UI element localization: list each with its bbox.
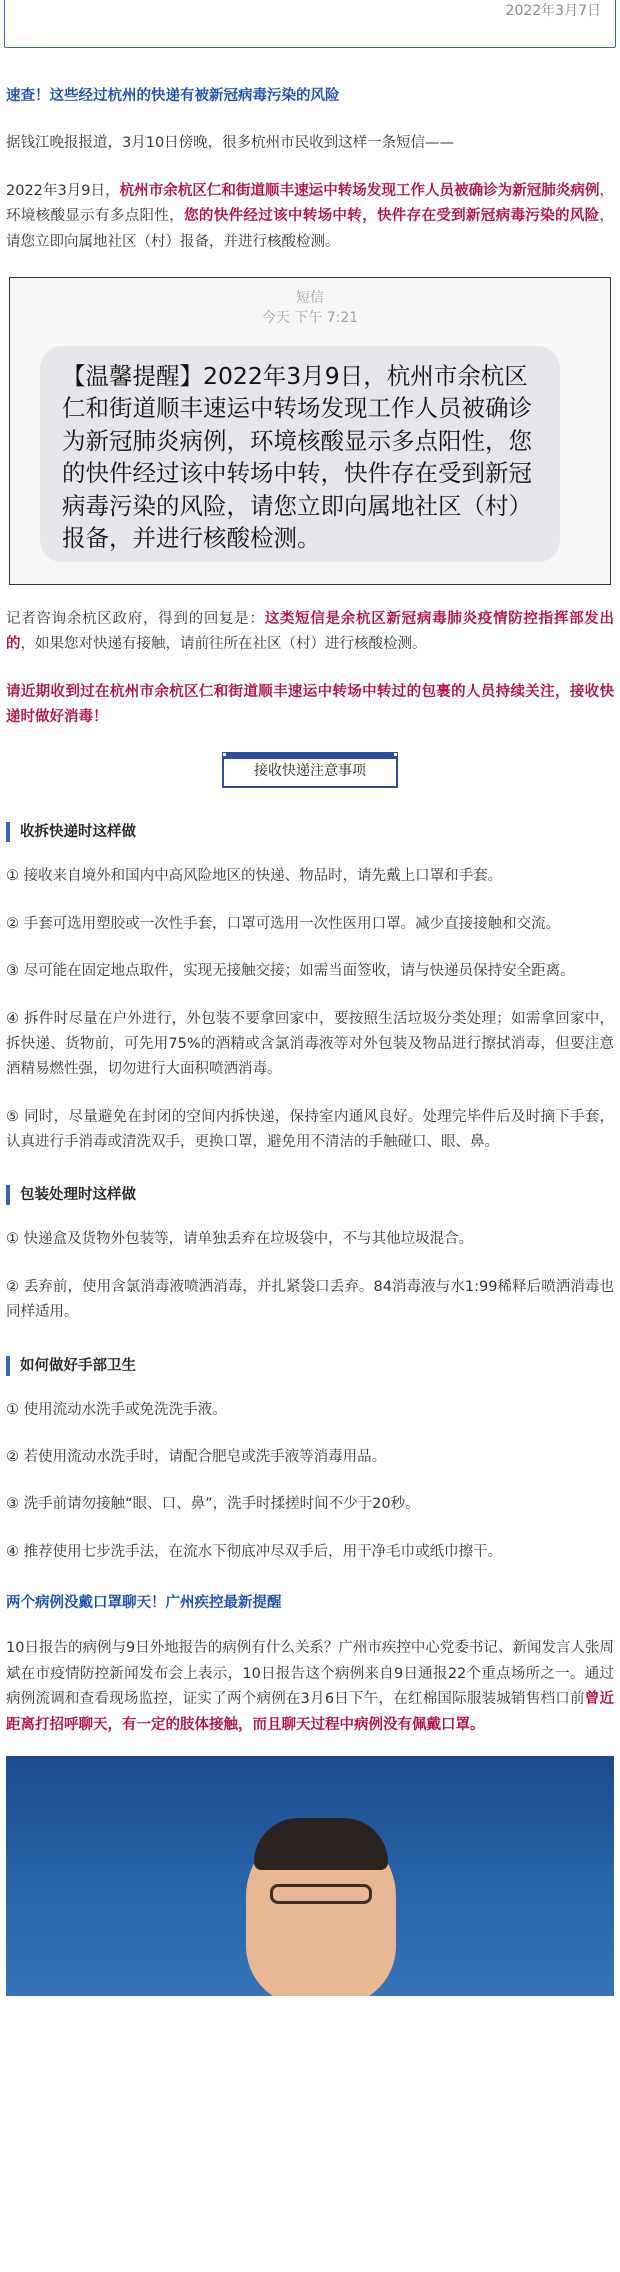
unpacking-item-3: ③ 尽可能在固定地点取件，实现无接触交接；如需当面签收，请与快递员保持安全距离。 <box>6 963 575 980</box>
previous-section-box <box>4 0 616 48</box>
sms-screenshot <box>9 277 611 585</box>
p1-text-e: ，请您立即向属地社区（村）报备，并进行核酸检测。 <box>6 208 615 250</box>
unpacking-item-1: ① 接收来自境外和国内中高风险地区的快递、物品时，请先戴上口罩和手套。 <box>6 868 503 885</box>
p2-text-a: 记者咨询余杭区政府，得到的回复是： <box>6 610 265 627</box>
sms-time: 今天 下午 7:21 <box>261 309 359 326</box>
sms-header <box>10 278 610 328</box>
paragraph-3-highlight: 请近期收到过在杭州市余杭区仁和街道顺丰速运中转场中转过的包裹的人员持续关注，接收快递时做好消毒！ <box>6 683 614 725</box>
unpacking-item-5: ⑤ 同时，尽量避免在封闭的空间内拆快递，保持室内通风良好。处理完毕件后及时摘下手套，认真进行手消毒或清洗双手，更换口罩，避免用不清洁的手触碰口、眼、鼻。 <box>6 1108 614 1150</box>
unpacking-item-2: ② 手套可选用塑胶或一次性手套，口罩可选用一次性医用口罩。减少直接接触和交流。 <box>6 915 561 932</box>
hygiene-item-1: ① 使用流动水洗手或免洗洗手液。 <box>6 1401 227 1418</box>
sms-sender: 短信 <box>296 289 324 306</box>
p1-highlight-d: 您的快件经过该中转场中转，快件存在受到新冠病毒污染的风险 <box>184 208 600 225</box>
packaging-item-2: ② 丢弃前，使用含氯消毒液喷洒消毒，并扎紧袋口丢弃。84消毒液与水1:99稀释后喷洒消毒也同样适用。 <box>6 1278 614 1321</box>
delivery-notice-button-label: 接收快递注意事项 <box>254 763 366 780</box>
p4-highlight-b: 曾近距离打招呼聊天，有一定的肢体接触，而且聊天过程中病例没有佩戴口罩。 <box>6 1691 614 1733</box>
unpacking-item-4: ④ 拆件时尽量在户外进行，外包装不要拿回家中，要按照生活垃圾分类处理；如需拿回家中，拆快递、货物前，可先用75%的酒精或含氯消毒液等对外包装及物品进行擦拭消毒，但要注意酒精易燃性强，切勿进行大面积喷洒消毒。 <box>6 1010 614 1078</box>
section-heading-packaging: 包装处理时这样做 <box>6 1185 614 1205</box>
intro-paragraph: 据钱江晚报报道，3月10日傍晚，很多杭州市民收到这样一条短信—— <box>6 135 455 152</box>
button-right-dot <box>393 752 398 757</box>
hygiene-item-3: ③ 洗手前请勿接触“眼、口、鼻”，洗手时揉搓时间不少于20秒。 <box>6 1496 420 1513</box>
notice-button-wrap <box>6 752 614 788</box>
paragraph-2 <box>6 607 614 658</box>
publish-date: 2022年3月7日 <box>505 3 601 19</box>
p2-text-c: ，如果您对快递有接触，请前往所在社区（村）进行核酸检测。 <box>20 636 427 653</box>
paragraph-4 <box>6 1636 614 1738</box>
photo-glasses <box>270 1884 372 1904</box>
button-top-bar <box>224 754 396 759</box>
spokesperson-photo <box>6 1756 614 1996</box>
delivery-notice-button[interactable] <box>222 752 398 788</box>
photo-hair <box>254 1818 388 1870</box>
paragraph-1 <box>6 179 614 255</box>
p1-text-a: 2022年3月9日， <box>6 182 120 199</box>
article-content <box>0 66 620 1996</box>
p1-text-c: ，环境核酸显示有多点阳性， <box>6 182 614 225</box>
p2-highlight-b: 这类短信是余杭区新冠病毒肺炎疫情防控指挥部发出的 <box>6 610 615 653</box>
article-title-1: 速查！这些经过杭州的快递有被新冠病毒污染的风险 <box>6 88 340 104</box>
p1-highlight-b: 杭州市余杭区仁和街道顺丰速运中转场发现工作人员被确诊为新冠肺炎病例 <box>119 182 600 199</box>
hygiene-item-4: ④ 推荐使用七步洗手法，在流水下彻底冲尽双手后，用干净毛巾或纸巾擦干。 <box>6 1543 503 1560</box>
section-heading-unpacking: 收拆快递时这样做 <box>6 822 614 842</box>
article-title-2: 两个病例没戴口罩聊天！广州疾控最新提醒 <box>6 1595 282 1611</box>
section-heading-hand-hygiene: 如何做好手部卫生 <box>6 1356 614 1376</box>
hygiene-item-2: ② 若使用流动水洗手时，请配合肥皂或洗手液等消毒用品。 <box>6 1448 387 1465</box>
sms-message-bubble: 【温馨提醒】2022年3月9日，杭州市余杭区仁和街道顺丰速运中转场发现工作人员被确诊为新冠肺炎病例，环境核酸显示多点阳性，您的快件经过该中转场中转，快件存在受到新冠病毒污染的风险，请您立即向属地社区（村）报备，并进行核酸检测。 <box>40 346 560 562</box>
p4-text-a: 10日报告的病例与9日外地报告的病例有什么关系？广州市疾控中心党委书记、新闻发言人张周斌在市疫情防控新闻发布会上表示，10日报告这个病例来自9日通报22个重点场所之一。通过病例流调和查看现场监控，证实了两个病例在3月6日下午，在红棉国际服装城销售档口前 <box>6 1640 614 1708</box>
packaging-item-1: ① 快递盒及货物外包装等，请单独丢弃在垃圾袋中，不与其他垃圾混合。 <box>6 1231 474 1248</box>
button-left-dot <box>222 752 227 757</box>
